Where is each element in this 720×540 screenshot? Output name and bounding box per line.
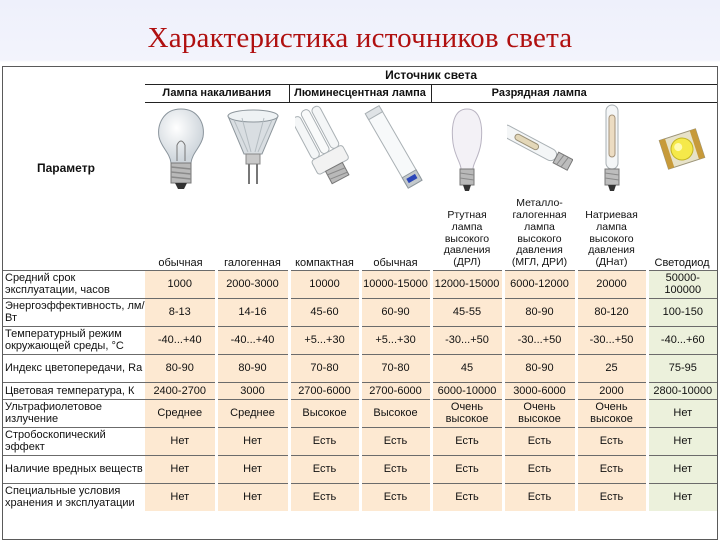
- cell: 60-90: [360, 298, 431, 326]
- group-led-empty: [647, 85, 717, 103]
- cell: 100-150: [647, 298, 717, 326]
- mercury-lamp-icon: [445, 105, 489, 193]
- cell: -30...+50: [503, 326, 576, 354]
- cell: 80-90: [503, 354, 576, 382]
- lamp-name-led: Светодиод: [647, 198, 717, 270]
- cell: Нет: [216, 483, 289, 511]
- cell: 2400-2700: [145, 382, 216, 399]
- lamp-name-tube: обычная: [360, 198, 431, 270]
- cell: 6000-12000: [503, 270, 576, 298]
- table-row: [3, 298, 717, 326]
- row-param: Энергоэффективность, лм/Вт: [5, 300, 145, 325]
- light-sources-table: [3, 68, 717, 511]
- cell: 80-120: [576, 298, 647, 326]
- cell: Есть: [289, 483, 360, 511]
- cell: Среднее: [216, 399, 289, 427]
- cell: 2700-6000: [360, 382, 431, 399]
- lamp-name-incandescent: обычная: [145, 198, 216, 270]
- cell: Есть: [576, 427, 647, 455]
- cell: -40...+40: [216, 326, 289, 354]
- cell: 14-16: [216, 298, 289, 326]
- parameter-header: Параметр: [37, 161, 95, 176]
- cell: Нет: [647, 455, 717, 483]
- lamp-image-tube: [360, 103, 431, 199]
- cell: Нет: [145, 427, 216, 455]
- lamp-name-mercury: Ртутная лампа высокого давления (ДРЛ): [431, 198, 503, 270]
- cell: Очень высокое: [431, 399, 503, 427]
- cell: Высокое: [360, 399, 431, 427]
- cell: Нет: [647, 399, 717, 427]
- cell: 3000-6000: [503, 382, 576, 399]
- cell: Нет: [145, 455, 216, 483]
- cell: Нет: [216, 427, 289, 455]
- cell: Есть: [503, 483, 576, 511]
- cell: Есть: [360, 455, 431, 483]
- cell: Нет: [647, 427, 717, 455]
- table-row: [3, 354, 717, 382]
- cell: Есть: [503, 455, 576, 483]
- cell: Есть: [503, 427, 576, 455]
- cell: Есть: [360, 483, 431, 511]
- table-row: [3, 382, 717, 399]
- cell: 70-80: [360, 354, 431, 382]
- lamp-name-metal-halide: Металло- галогенная лампа высокого давления (МГЛ, ДРИ): [503, 198, 576, 270]
- cell: Есть: [289, 427, 360, 455]
- row-param: Наличие вредных веществ: [3, 455, 145, 483]
- cell: 3000: [216, 382, 289, 399]
- cell: 10000: [289, 270, 360, 298]
- lamp-name-halogen: галогенная: [216, 198, 289, 270]
- cell: 2800-10000: [647, 382, 717, 399]
- cell: Очень высокое: [503, 399, 576, 427]
- cell: 2000-3000: [216, 270, 289, 298]
- cell: Есть: [431, 483, 503, 511]
- cell: 45-60: [289, 298, 360, 326]
- cell: 50000-100000: [647, 270, 717, 298]
- cell: Высокое: [289, 399, 360, 427]
- cell: -30...+50: [431, 326, 503, 354]
- lamp-image-compact: [289, 103, 360, 199]
- cell: Среднее: [145, 399, 216, 427]
- cell: 45: [431, 354, 503, 382]
- cell: -40...+40: [145, 326, 216, 354]
- table-row: [3, 270, 717, 298]
- incandescent-bulb-icon: [151, 105, 211, 193]
- row-param: Температурный режим окружающей среды, °С: [3, 326, 145, 354]
- group-discharge: Разрядная лампа: [431, 85, 647, 103]
- cell: 80-90: [145, 354, 216, 382]
- cell: Есть: [360, 427, 431, 455]
- cell: Нет: [647, 483, 717, 511]
- lamp-name-compact: компактная: [289, 198, 360, 270]
- cell: Есть: [431, 427, 503, 455]
- cell: Есть: [431, 455, 503, 483]
- cell: 75-95: [647, 354, 717, 382]
- halogen-lamp-icon: [224, 108, 282, 190]
- cell: 80-90: [503, 298, 576, 326]
- page-title: Характеристика источников света: [147, 22, 573, 54]
- cell: 80-90: [216, 354, 289, 382]
- row-param: Специальные условия хранения и эксплуатации: [3, 483, 145, 511]
- row-param: Средний срок эксплуатации, часов: [3, 270, 145, 298]
- cell: 20000: [576, 270, 647, 298]
- cell: 2700-6000: [289, 382, 360, 399]
- table-row: [3, 326, 717, 354]
- source-header: Источник света: [145, 68, 717, 85]
- lamp-image-sodium: [576, 103, 647, 199]
- row-param: Стробоскопический эффект: [3, 427, 145, 455]
- cell: 25: [576, 354, 647, 382]
- lamp-image-halogen: [216, 103, 289, 199]
- cell: Очень высокое: [576, 399, 647, 427]
- cell: 12000-15000: [431, 270, 503, 298]
- cell: 2000: [576, 382, 647, 399]
- fluorescent-tube-icon: [363, 103, 429, 195]
- led-chip-icon: [657, 124, 707, 174]
- cell: -30...+50: [576, 326, 647, 354]
- cell: Нет: [145, 483, 216, 511]
- cell: +5...+30: [360, 326, 431, 354]
- lamp-image-incandescent: [145, 103, 216, 199]
- cell: 6000-10000: [431, 382, 503, 399]
- metal-halide-lamp-icon: [507, 103, 573, 195]
- cell: Нет: [216, 455, 289, 483]
- cell: -40...+60: [647, 326, 717, 354]
- cell: 1000: [145, 270, 216, 298]
- lamp-image-led: [647, 103, 717, 199]
- cell: 8-13: [145, 298, 216, 326]
- cell: 70-80: [289, 354, 360, 382]
- table-row: [3, 399, 717, 427]
- cell: +5...+30: [289, 326, 360, 354]
- cell: 45-55: [431, 298, 503, 326]
- table-row: [3, 483, 717, 511]
- table-row: [3, 455, 717, 483]
- cell: Есть: [289, 455, 360, 483]
- group-fluorescent: Люминесцентная лампа: [289, 85, 431, 103]
- lamp-image-metal-halide: [503, 103, 576, 199]
- table-row: [3, 427, 717, 455]
- compact-fluorescent-icon: [295, 103, 355, 195]
- row-param: Индекс цветопередачи, Ra: [3, 354, 145, 382]
- row-param: Цветовая температура, К: [3, 382, 145, 399]
- row-param: Ультрафиолетовое излучение: [3, 399, 145, 427]
- lamp-image-mercury: [431, 103, 503, 199]
- cell: Есть: [576, 455, 647, 483]
- cell: Есть: [576, 483, 647, 511]
- cell: 10000-15000: [360, 270, 431, 298]
- sodium-lamp-icon: [592, 103, 632, 195]
- lamp-name-sodium: Натриевая лампа высокого давления (ДНат): [576, 198, 647, 270]
- group-incandescent: Лампа накаливания: [145, 85, 289, 103]
